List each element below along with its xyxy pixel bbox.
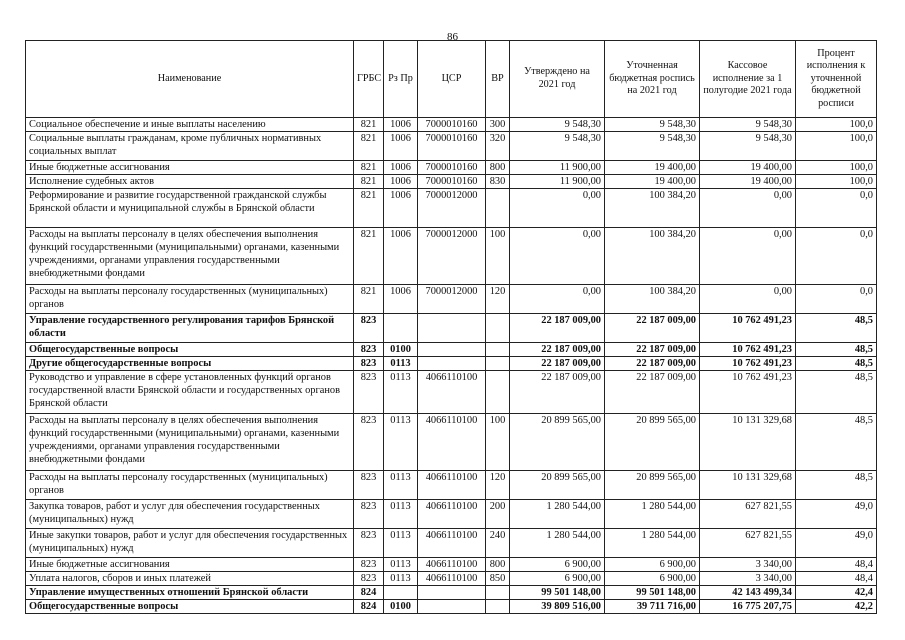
cell-percent: 49,0	[796, 529, 877, 558]
cell-rzpr: 1006	[384, 228, 418, 285]
cell-csr: 7000010160	[418, 175, 486, 189]
cell-percent: 48,4	[796, 572, 877, 586]
cell-vr: 850	[486, 572, 510, 586]
cell-vr	[486, 189, 510, 228]
cell-percent: 100,0	[796, 175, 877, 189]
cell-rzpr: 0113	[384, 471, 418, 500]
cell-cash: 19 400,00	[700, 161, 796, 175]
table-row	[26, 285, 877, 314]
cell-percent: 42,2	[796, 600, 877, 614]
cell-name: Управление государственного регулирования тарифов Брянской области	[26, 314, 354, 343]
cell-name: Иные бюджетные ассигнования	[26, 161, 354, 175]
header-refined: Уточненная бюджетная роспись на 2021 год	[605, 41, 700, 118]
cell-refined: 99 501 148,00	[605, 586, 700, 600]
cell-name: Иные закупки товаров, работ и услуг для обеспечения государственных (муниципальных) нужд	[26, 529, 354, 558]
cell-grbs: 821	[354, 189, 384, 228]
cell-vr: 100	[486, 228, 510, 285]
cell-vr: 300	[486, 118, 510, 132]
cell-csr: 4066110100	[418, 572, 486, 586]
cell-name: Руководство и управление в сфере установленных функций органов государственной власти Брянской области и государственных органов Брянской области	[26, 371, 354, 414]
table-row	[26, 371, 877, 414]
cell-grbs: 821	[354, 285, 384, 314]
cell-csr: 4066110100	[418, 471, 486, 500]
cell-percent: 100,0	[796, 132, 877, 161]
cell-approved: 22 187 009,00	[510, 343, 605, 357]
cell-approved: 9 548,30	[510, 118, 605, 132]
cell-percent: 0,0	[796, 228, 877, 285]
table-row	[26, 471, 877, 500]
cell-name: Социальные выплаты гражданам, кроме публичных нормативных социальных выплат	[26, 132, 354, 161]
cell-csr: 7000012000	[418, 228, 486, 285]
table-row	[26, 529, 877, 558]
cell-name: Уплата налогов, сборов и иных платежей	[26, 572, 354, 586]
header-csr: ЦСР	[418, 41, 486, 118]
cell-grbs: 824	[354, 600, 384, 614]
cell-refined: 19 400,00	[605, 161, 700, 175]
cell-approved: 99 501 148,00	[510, 586, 605, 600]
cell-cash: 627 821,55	[700, 529, 796, 558]
cell-grbs: 823	[354, 558, 384, 572]
cell-rzpr: 1006	[384, 132, 418, 161]
cell-rzpr	[384, 586, 418, 600]
cell-name: Расходы на выплаты персоналу в целях обеспечения выполнения функций государственными (муниципальными) органами, казенными учреждениями, органами управления государственными внебюджетными фондами	[26, 414, 354, 471]
cell-name: Расходы на выплаты персоналу государственных (муниципальных) органов	[26, 285, 354, 314]
cell-grbs: 823	[354, 500, 384, 529]
cell-rzpr: 0113	[384, 558, 418, 572]
cell-rzpr	[384, 314, 418, 343]
cell-csr: 7000010160	[418, 132, 486, 161]
cell-grbs: 823	[354, 414, 384, 471]
cell-rzpr: 1006	[384, 118, 418, 132]
header-approved: Утверждено на 2021 год	[510, 41, 605, 118]
cell-grbs: 821	[354, 132, 384, 161]
cell-cash: 3 340,00	[700, 558, 796, 572]
table-row	[26, 314, 877, 343]
cell-approved: 0,00	[510, 228, 605, 285]
cell-rzpr: 0113	[384, 500, 418, 529]
cell-rzpr: 1006	[384, 161, 418, 175]
cell-rzpr: 0100	[384, 343, 418, 357]
cell-percent: 100,0	[796, 118, 877, 132]
cell-approved: 22 187 009,00	[510, 371, 605, 414]
table-row	[26, 189, 877, 228]
cell-refined: 9 548,30	[605, 118, 700, 132]
header-rzpr: Рз Пр	[384, 41, 418, 118]
cell-name: Социальное обеспечение и иные выплаты населению	[26, 118, 354, 132]
cell-vr	[486, 343, 510, 357]
cell-cash: 10 762 491,23	[700, 343, 796, 357]
cell-cash: 9 548,30	[700, 132, 796, 161]
table-row	[26, 600, 877, 614]
cell-csr	[418, 314, 486, 343]
cell-refined: 22 187 009,00	[605, 371, 700, 414]
table-row	[26, 558, 877, 572]
cell-cash: 10 131 329,68	[700, 471, 796, 500]
cell-cash: 9 548,30	[700, 118, 796, 132]
cell-vr	[486, 586, 510, 600]
budget-table	[25, 40, 877, 614]
table-row	[26, 132, 877, 161]
cell-approved: 20 899 565,00	[510, 471, 605, 500]
cell-name: Общегосударственные вопросы	[26, 343, 354, 357]
cell-approved: 22 187 009,00	[510, 357, 605, 371]
cell-percent: 48,5	[796, 371, 877, 414]
cell-name: Расходы на выплаты персоналу в целях обеспечения выполнения функций государственными (муниципальными) органами, казенными учреждениями, органами управления государственными внебюджетными фондами	[26, 228, 354, 285]
cell-percent: 48,5	[796, 314, 877, 343]
cell-csr	[418, 600, 486, 614]
cell-approved: 6 900,00	[510, 572, 605, 586]
cell-refined: 20 899 565,00	[605, 414, 700, 471]
cell-grbs: 823	[354, 357, 384, 371]
cell-percent: 48,5	[796, 471, 877, 500]
cell-csr: 4066110100	[418, 371, 486, 414]
cell-approved: 39 809 516,00	[510, 600, 605, 614]
cell-vr: 830	[486, 175, 510, 189]
cell-csr: 4066110100	[418, 500, 486, 529]
cell-approved: 1 280 544,00	[510, 500, 605, 529]
cell-cash: 0,00	[700, 285, 796, 314]
cell-vr: 120	[486, 285, 510, 314]
table-row	[26, 175, 877, 189]
cell-refined: 1 280 544,00	[605, 500, 700, 529]
table-row	[26, 343, 877, 357]
cell-csr	[418, 357, 486, 371]
cell-name: Другие общегосударственные вопросы	[26, 357, 354, 371]
cell-vr	[486, 371, 510, 414]
cell-vr	[486, 600, 510, 614]
cell-name: Общегосударственные вопросы	[26, 600, 354, 614]
cell-percent: 100,0	[796, 161, 877, 175]
cell-vr: 800	[486, 558, 510, 572]
cell-cash: 19 400,00	[700, 175, 796, 189]
cell-grbs: 823	[354, 343, 384, 357]
cell-grbs: 823	[354, 314, 384, 343]
cell-approved: 11 900,00	[510, 175, 605, 189]
cell-csr	[418, 343, 486, 357]
cell-cash: 0,00	[700, 228, 796, 285]
cell-refined: 20 899 565,00	[605, 471, 700, 500]
cell-percent: 48,5	[796, 343, 877, 357]
table-row	[26, 572, 877, 586]
cell-cash: 10 131 329,68	[700, 414, 796, 471]
cell-grbs: 823	[354, 371, 384, 414]
cell-cash: 627 821,55	[700, 500, 796, 529]
table-row	[26, 161, 877, 175]
cell-approved: 11 900,00	[510, 161, 605, 175]
page-number: 86	[447, 31, 458, 43]
cell-refined: 6 900,00	[605, 558, 700, 572]
table-row	[26, 357, 877, 371]
cell-refined: 100 384,20	[605, 228, 700, 285]
cell-csr: 7000010160	[418, 161, 486, 175]
table-row	[26, 228, 877, 285]
cell-cash: 10 762 491,23	[700, 357, 796, 371]
table-row	[26, 586, 877, 600]
cell-vr: 120	[486, 471, 510, 500]
cell-rzpr: 0113	[384, 572, 418, 586]
cell-percent: 0,0	[796, 189, 877, 228]
cell-approved: 1 280 544,00	[510, 529, 605, 558]
cell-grbs: 824	[354, 586, 384, 600]
cell-cash: 10 762 491,23	[700, 371, 796, 414]
cell-rzpr: 1006	[384, 175, 418, 189]
cell-grbs: 823	[354, 471, 384, 500]
cell-cash: 42 143 499,34	[700, 586, 796, 600]
cell-cash: 0,00	[700, 189, 796, 228]
cell-percent: 48,4	[796, 558, 877, 572]
cell-vr: 200	[486, 500, 510, 529]
cell-cash: 16 775 207,75	[700, 600, 796, 614]
header-name: Наименование	[26, 41, 354, 118]
cell-refined: 22 187 009,00	[605, 357, 700, 371]
cell-name: Реформирование и развитие государственной гражданской службы Брянской области и муниципальной службы в Брянской области	[26, 189, 354, 228]
header-percent: Процент исполнения к уточненной бюджетной росписи	[796, 41, 877, 118]
cell-approved: 0,00	[510, 189, 605, 228]
cell-grbs: 821	[354, 228, 384, 285]
header-grbs: ГРБС	[354, 41, 384, 118]
table-row	[26, 118, 877, 132]
cell-percent: 49,0	[796, 500, 877, 529]
cell-approved: 6 900,00	[510, 558, 605, 572]
cell-vr: 240	[486, 529, 510, 558]
cell-rzpr: 1006	[384, 285, 418, 314]
cell-csr: 7000012000	[418, 285, 486, 314]
cell-approved: 9 548,30	[510, 132, 605, 161]
cell-name: Закупка товаров, работ и услуг для обеспечения государственных (муниципальных) нужд	[26, 500, 354, 529]
cell-rzpr: 0113	[384, 414, 418, 471]
cell-approved: 0,00	[510, 285, 605, 314]
cell-csr	[418, 586, 486, 600]
cell-approved: 20 899 565,00	[510, 414, 605, 471]
cell-vr: 320	[486, 132, 510, 161]
cell-refined: 6 900,00	[605, 572, 700, 586]
cell-grbs: 821	[354, 161, 384, 175]
cell-grbs: 821	[354, 118, 384, 132]
cell-csr: 4066110100	[418, 414, 486, 471]
cell-refined: 100 384,20	[605, 285, 700, 314]
cell-refined: 19 400,00	[605, 175, 700, 189]
cell-grbs: 823	[354, 529, 384, 558]
cell-csr: 7000010160	[418, 118, 486, 132]
header-cash: Кассовое исполнение за 1 полугодие 2021 года	[700, 41, 796, 118]
cell-csr: 7000012000	[418, 189, 486, 228]
cell-percent: 42,4	[796, 586, 877, 600]
table-row	[26, 414, 877, 471]
cell-name: Исполнение судебных актов	[26, 175, 354, 189]
cell-csr: 4066110100	[418, 558, 486, 572]
cell-rzpr: 0113	[384, 371, 418, 414]
cell-grbs: 823	[354, 572, 384, 586]
cell-name: Расходы на выплаты персоналу государственных (муниципальных) органов	[26, 471, 354, 500]
cell-rzpr: 0113	[384, 529, 418, 558]
cell-rzpr: 0100	[384, 600, 418, 614]
cell-percent: 48,5	[796, 414, 877, 471]
cell-refined: 9 548,30	[605, 132, 700, 161]
table-row	[26, 500, 877, 529]
cell-vr	[486, 314, 510, 343]
cell-percent: 48,5	[796, 357, 877, 371]
header-vr: ВР	[486, 41, 510, 118]
cell-approved: 22 187 009,00	[510, 314, 605, 343]
cell-refined: 22 187 009,00	[605, 343, 700, 357]
cell-cash: 10 762 491,23	[700, 314, 796, 343]
cell-rzpr: 1006	[384, 189, 418, 228]
cell-percent: 0,0	[796, 285, 877, 314]
cell-name: Управление имущественных отношений Брянской области	[26, 586, 354, 600]
cell-refined: 100 384,20	[605, 189, 700, 228]
cell-vr	[486, 357, 510, 371]
cell-rzpr: 0113	[384, 357, 418, 371]
cell-grbs: 821	[354, 175, 384, 189]
cell-csr: 4066110100	[418, 529, 486, 558]
cell-vr: 100	[486, 414, 510, 471]
cell-refined: 39 711 716,00	[605, 600, 700, 614]
cell-vr: 800	[486, 161, 510, 175]
header-row	[26, 41, 877, 118]
cell-refined: 22 187 009,00	[605, 314, 700, 343]
cell-cash: 3 340,00	[700, 572, 796, 586]
cell-name: Иные бюджетные ассигнования	[26, 558, 354, 572]
cell-refined: 1 280 544,00	[605, 529, 700, 558]
